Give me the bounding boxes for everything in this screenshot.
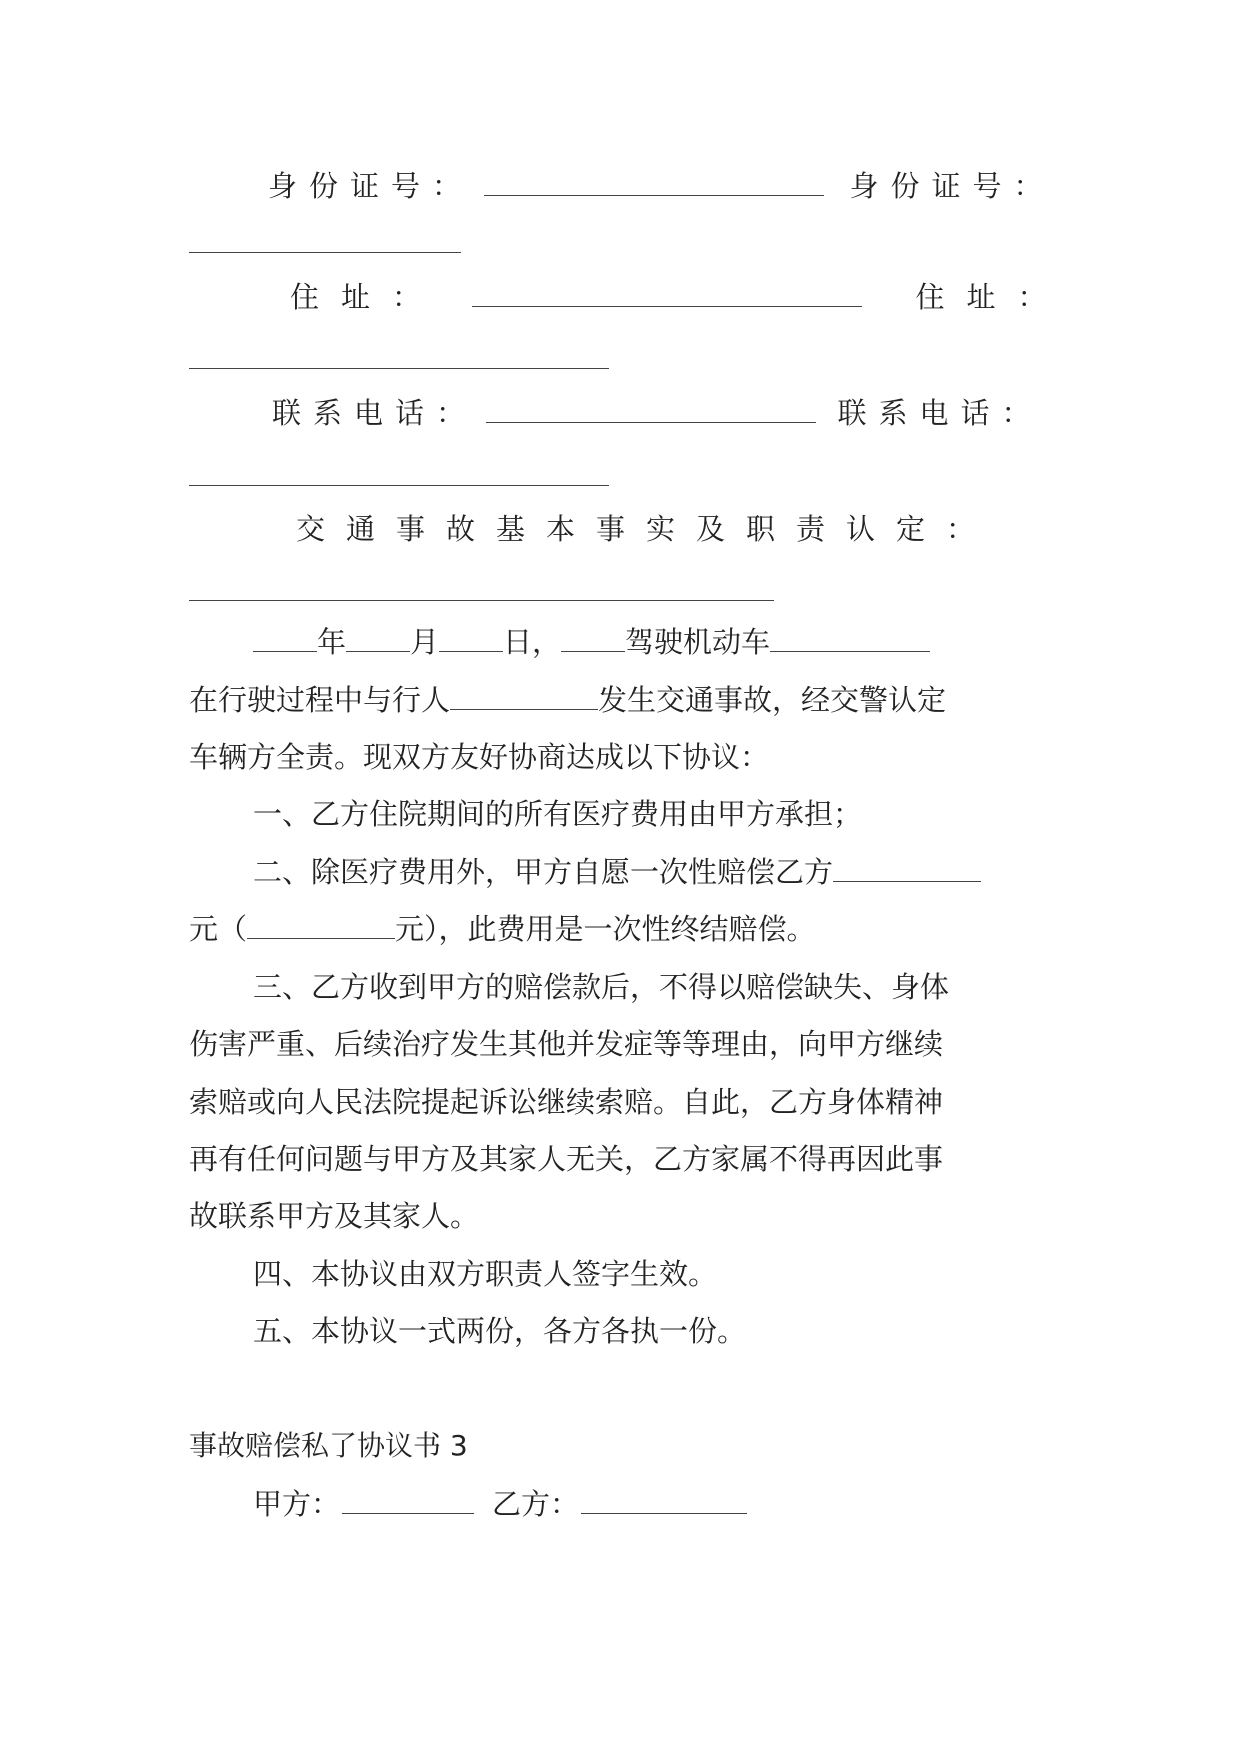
address-blank-b[interactable] (189, 368, 609, 369)
phone-blank-b[interactable] (189, 485, 609, 486)
clause-3-line-2: 伤害严重、后续治疗发生其他并发症等等理由，向甲方继续 (189, 1027, 944, 1061)
paragraph-line-2 (189, 680, 1054, 720)
pedestrian-blank[interactable] (450, 681, 598, 710)
year-blank[interactable] (253, 623, 317, 652)
address-label-b: 住址： (915, 280, 1069, 314)
compensation-amount-blank[interactable] (833, 853, 981, 882)
clause-2-line-1 (253, 852, 1118, 892)
address-row (290, 277, 1069, 317)
address-blank-a[interactable] (472, 278, 862, 307)
section-title: 事故赔偿私了协议书 3 (189, 1429, 468, 1462)
phone-label-a: 联系电话： (272, 396, 478, 430)
clause-3-line-5: 故联系甲方及其家人。 (189, 1199, 480, 1233)
month-label: 月 (410, 625, 440, 659)
clause-2-line-2 (189, 909, 1054, 949)
month-blank[interactable] (346, 623, 410, 652)
id-number-row (268, 166, 1054, 206)
parties-row (253, 1484, 1118, 1524)
clause-2-yuan-open: 元（ (189, 912, 248, 946)
address-label-a: 住址： (290, 280, 444, 314)
day-blank[interactable] (439, 623, 503, 652)
accident-fact-label: 交通事故基本事实及职责认定： (296, 512, 997, 546)
line2-part-b: 发生交通事故，经交警认定 (598, 683, 947, 717)
paragraph-line-3: 车辆方全责。现双方友好协商达成以下协议： (189, 740, 770, 774)
party-a-blank[interactable] (342, 1485, 474, 1514)
clause-3-line-3: 索赔或向人民法院提起诉讼继续索赔。自此，乙方身体精神 (189, 1085, 944, 1119)
driver-blank[interactable] (561, 623, 625, 652)
drive-label: 驾驶机动车 (625, 625, 771, 659)
id-number-label-a: 身份证号： (268, 169, 474, 203)
id-number-label-b: 身份证号： (849, 169, 1055, 203)
phone-row (272, 393, 1054, 433)
party-a-label: 甲方： (253, 1487, 341, 1521)
phone-label-b: 联系电话： (837, 396, 1043, 430)
party-b-label: 乙方： (492, 1487, 580, 1521)
year-label: 年 (317, 625, 347, 659)
line2-part-a: 在行驶过程中与行人 (189, 683, 451, 717)
clause-1: 一、乙方住院期间的所有医疗费用由甲方承担； (253, 797, 863, 831)
compensation-uppercase-blank[interactable] (247, 910, 395, 939)
date-line (189, 622, 1054, 662)
clause-2-text: 二、除医疗费用外，甲方自愿一次性赔偿乙方 (253, 855, 834, 889)
phone-blank-a[interactable] (486, 394, 816, 423)
clause-3-line-4: 再有任何问题与甲方及其家人无关，乙方家属不得再因此事 (189, 1142, 944, 1176)
day-label: 日， (503, 625, 562, 659)
vehicle-blank[interactable] (770, 623, 930, 652)
accident-fact-blank[interactable] (189, 600, 774, 601)
id-number-blank-b[interactable] (189, 252, 461, 253)
clause-3-line-1: 三、乙方收到甲方的赔偿款后，不得以赔偿缺失、身体 (253, 970, 950, 1004)
clause-5: 五、本协议一式两份，各方各执一份。 (253, 1314, 747, 1348)
clause-4: 四、本协议由双方职责人签字生效。 (253, 1257, 718, 1291)
clause-2-yuan-close: 元），此费用是一次性终结赔偿。 (395, 912, 816, 946)
id-number-blank-a[interactable] (484, 167, 824, 196)
party-b-blank[interactable] (581, 1485, 747, 1514)
